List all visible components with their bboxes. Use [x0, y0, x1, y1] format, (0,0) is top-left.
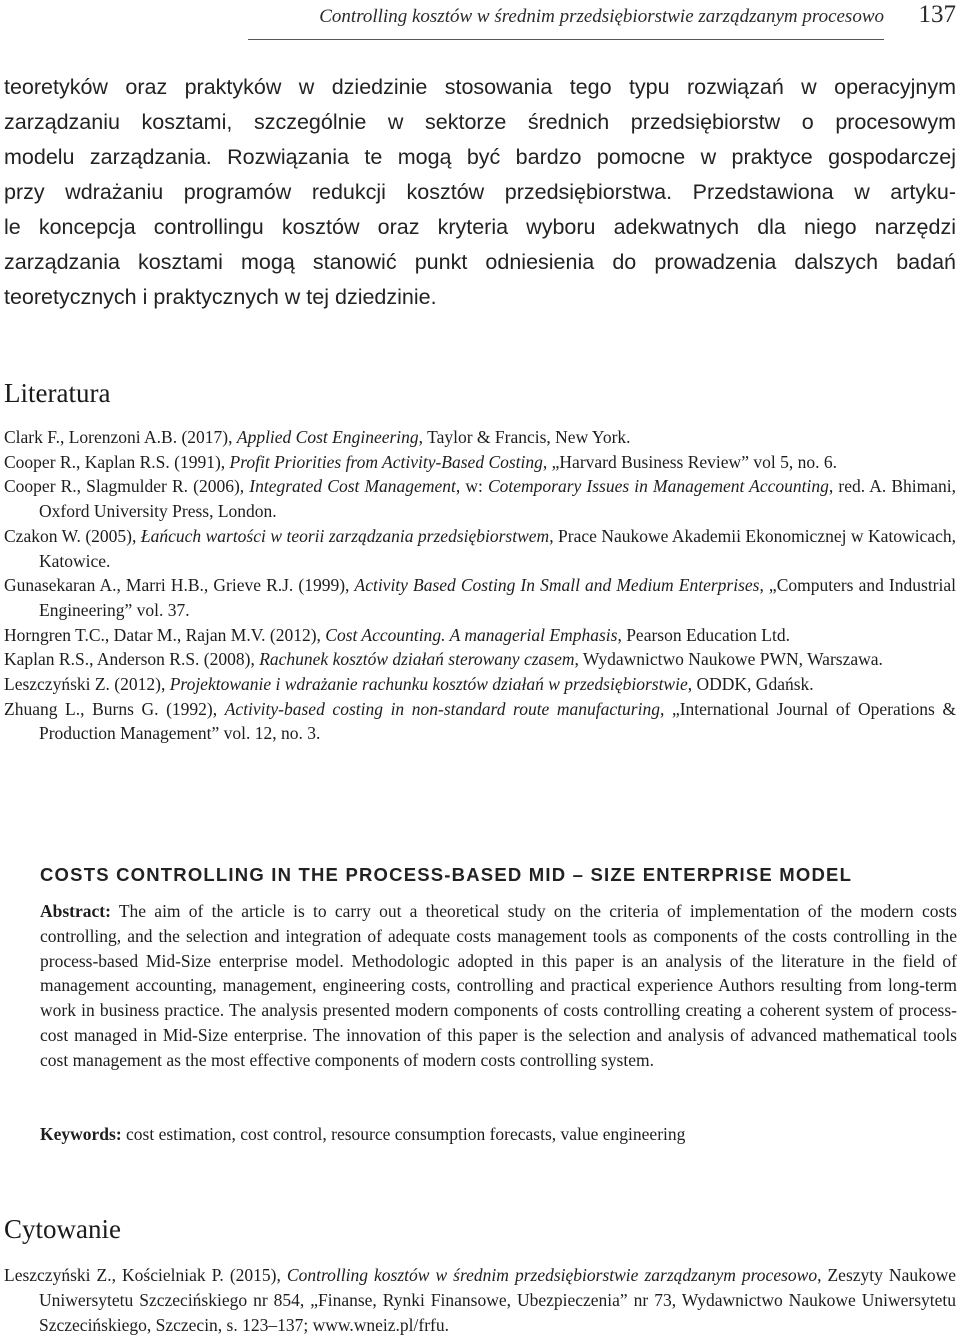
reference-item: Gunasekaran A., Marri H.B., Grieve R.J. (1999), Activity Based Costing In Small and Medium Enterprises, „Computers and Industrial Engineering” vol. 37. [4, 575, 956, 620]
citation-heading: Cytowanie [4, 1214, 121, 1244]
literature-heading: Literatura [4, 378, 111, 408]
intro-paragraph [4, 70, 956, 315]
keywords-label: Keywords: [40, 1124, 122, 1144]
intro-line: zarządzaniu kosztami, szczególnie w sektorze średnich przedsiębiorstw o procesowym [4, 110, 956, 134]
reference-item: Zhuang L., Burns G. (1992), Activity-based costing in non-standard route manufacturing, „International Journal of Operations & Production Management” vol. 12, no. 3. [4, 698, 956, 744]
page-header [0, 0, 960, 40]
citation-text: Leszczyński Z., Kościelniak P. (2015), Controlling kosztów w średnim przedsiębiorstwie zarządzanym procesowo, Zeszyty Naukowe Uniwersytetu Szczecińskiego nr 854, „Finanse, Rynki Finansowe, Ubezpieczenia” nr 73, Wydawnictwo Naukowe Uniwersytetu Szczecińskiego, Szczecin, s. 123–137; www.wneiz.pl/frfu. [4, 1265, 956, 1335]
intro-line: zarządzania kosztami mogą stanowić punkt odniesienia do prowadzenia dalszych badań [4, 250, 956, 274]
reference-item: Czakon W. (2005), Łańcuch wartości w teorii zarządzania przedsiębiorstwem, Prace Naukowe Akademii Ekonomicznej w Katowicach, Katowice. [4, 525, 956, 571]
intro-line: teoretycznych i praktycznych w tej dziedzinie. [4, 285, 437, 309]
page-number: 137 [918, 1, 956, 28]
reference-item: Horngren T.C., Datar M., Rajan M.V. (2012), Cost Accounting. A managerial Emphasis, Pearson Education Ltd. [4, 624, 790, 645]
reference-item: Cooper R., Slagmulder R. (2006), Integrated Cost Management, w: Cotemporary Issues in Management Accounting, red. A. Bhimani, Oxford University Press, London. [4, 476, 957, 522]
keywords-paragraph [40, 1122, 957, 1147]
abstract-title: COSTS CONTROLLING IN THE PROCESS-BASED MID – SIZE ENTERPRISE MODEL [40, 864, 853, 885]
reference-item: Kaplan R.S., Anderson R.S. (2008), Rachunek kosztów działań sterowany czasem, Wydawnictwo Naukowe PWN, Warszawa. [4, 649, 883, 670]
intro-line: modelu zarządzania. Rozwiązania te mogą być bardzo pomocne w praktyce gospodarczej [4, 145, 956, 169]
header-rule [248, 39, 884, 40]
abstract-paragraph [40, 899, 957, 1073]
abstract-text: The aim of the article is to carry out a theoretical study on the criteria of implementation of the modern costs controlling, and the selection and integration of adequate costs management tools as components of the costs controlling in the process-based Mid-Size enterprise model. Methodologic adopted in this paper is an analysis of the literature in the field of management accounting, management, engineering costs, controlling and practical experience Authors resulting from long-term work in business practice. The analysis presented modern components of costs controlling creating a coherent system of process-cost managed in Mid-Size enterprise. The innovation of this paper is the selection and analysis of advanced mathematical tools cost management as the most effective components of modern costs controlling system. [40, 901, 957, 1070]
intro-line: le koncepcja controllingu kosztów oraz kryteria wyboru adekwatnych dla niego narzędzi [4, 215, 956, 239]
reference-item: Cooper R., Kaplan R.S. (1991), Profit Priorities from Activity-Based Costing, „Harvard Business Review” vol 5, no. 6. [4, 451, 837, 472]
reference-list [4, 425, 956, 746]
keywords-text: cost estimation, cost control, resource consumption forecasts, value engineering [121, 1124, 686, 1144]
reference-item: Leszczyński Z. (2012), Projektowanie i wdrażanie rachunku kosztów działań w przedsiębiorstwie, ODDK, Gdańsk. [4, 674, 814, 695]
reference-item: Clark F., Lorenzoni A.B. (2017), Applied Cost Engineering, Taylor & Francis, New York. [4, 427, 631, 447]
intro-line: przy wdrażaniu programów redukcji kosztów przedsiębiorstwa. Przedstawiona w artyku- [4, 180, 956, 204]
intro-line: teoretyków oraz praktyków w dziedzinie stosowania tego typu rozwiązań w operacyjnym [4, 75, 956, 99]
running-title: Controlling kosztów w średnim przedsiębiorstwie zarządzanym procesowo [319, 6, 884, 27]
abstract-label: Abstract: [40, 901, 111, 921]
